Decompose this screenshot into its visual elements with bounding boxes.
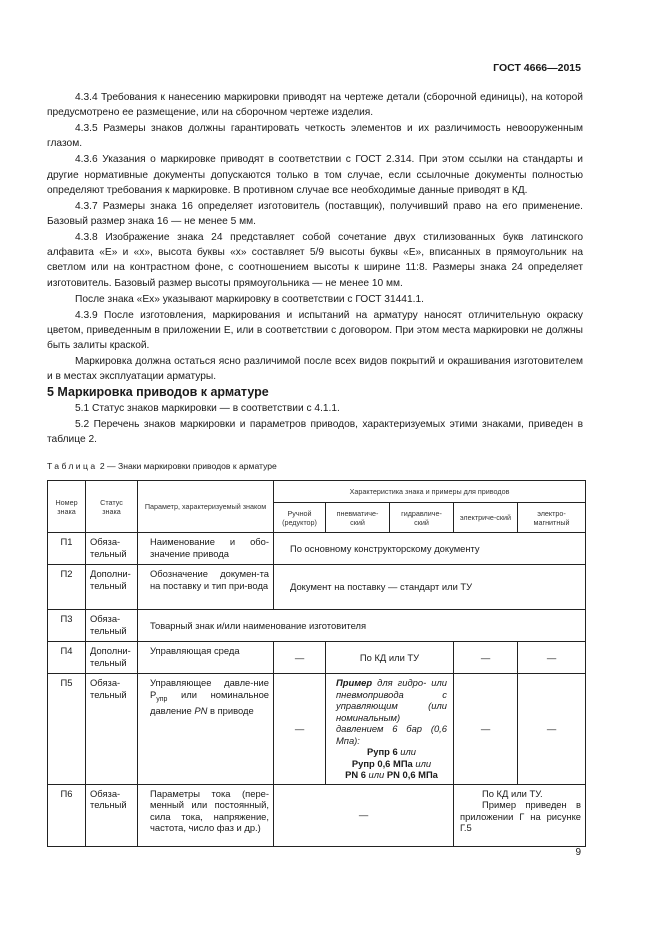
row-p5-example-label: Пример bbox=[336, 677, 373, 688]
table-row-p4 bbox=[48, 642, 586, 674]
row-p5-line1-or: или bbox=[400, 746, 416, 757]
table-row-p5 bbox=[48, 674, 586, 785]
row-p5-line2: Рупр 0,6 МПа bbox=[351, 757, 416, 769]
table-row-p3 bbox=[48, 610, 586, 642]
row-p5-line3b: PN 0,6 МПа bbox=[384, 769, 438, 780]
row-p1-param: Наименование и обо-значение привода bbox=[138, 533, 274, 565]
paragraph-4-3-7: 4.3.7 Размеры знака 16 определяет изготовитель (поставщик), получивший право на его применение. Базовый размер знака 16 — не менее 5 мм. bbox=[47, 200, 583, 228]
paragraph-5-1: 5.1 Статус знаков маркировки — в соответствии с 4.1.1. bbox=[75, 403, 340, 415]
row-p5-electric: — bbox=[454, 674, 518, 785]
row-p2-value: Документ на поставку — стандарт или ТУ bbox=[274, 565, 586, 610]
row-p5-line3-or: или bbox=[368, 769, 385, 780]
table-row-p6 bbox=[48, 784, 586, 846]
row-p2-num: П2 bbox=[48, 565, 86, 610]
row-p5-num: П5 bbox=[48, 674, 86, 785]
paragraph-4-3-6: 4.3.6 Указания о маркировке приводят в соответствии с ГОСТ 2.314. При этом ссылки на стандарты и другие нормативные документы допускаются только в том случае, если ссылочные документы полностью определяют требования к маркировке. В противном случае все необходимые данные приводят в КД. bbox=[47, 154, 583, 196]
paragraph-4-3-8: 4.3.8 Изображение знака 24 представляет собой сочетание двух стилизованных букв латинского алфавита «Е» и «х», высота буквы «х» составляет 5/9 высоты буквы «Е», вписанных в прямоугольник на светлом или на контрастном фоне, с соотношением высоты к ширине 11:8. Размеры знака 24 определяет изготовитель. Базовый размер высоты прямоугольника — не менее 10 мм. bbox=[47, 232, 583, 289]
row-p5-manual: — bbox=[274, 674, 326, 785]
row-p6-param: Параметры тока (пере-менный или постоянный, сила тока, напряжение, частота, число фаз и др.) bbox=[138, 784, 274, 846]
row-p5-line1: Рупр 6 bbox=[367, 746, 401, 757]
marking-table bbox=[47, 480, 586, 847]
header-manual: Ручной (редуктор) bbox=[274, 503, 326, 533]
table-row-p1 bbox=[48, 533, 586, 565]
paragraph-ex-marking: После знака «Ех» указывают маркировку в соответствии с ГОСТ 31441.1. bbox=[75, 293, 424, 305]
paragraph-4-3-9: 4.3.9 После изготовления, маркирования и испытаний на арматуру наносят отличительную окраску цветом, приведенным в приложении Е, или в соответствии с договором. При этом места маркировки не должны быть залиты краской. bbox=[47, 309, 583, 352]
row-p5-line3a: PN 6 bbox=[345, 769, 369, 780]
row-p5-line2-or: или bbox=[415, 757, 432, 769]
row-p5-example bbox=[326, 674, 454, 785]
header-electromagnetic: электро-магнитный bbox=[518, 503, 586, 533]
row-p5-status: Обяза-тельный bbox=[86, 674, 138, 785]
page-number: 9 bbox=[575, 847, 581, 858]
row-p4-param: Управляющая среда bbox=[138, 642, 274, 674]
header-char-group: Характеристика знака и примеры для приводов bbox=[274, 481, 586, 503]
row-p3-num: П3 bbox=[48, 610, 86, 642]
table-caption bbox=[47, 461, 277, 471]
row-p4-status: Дополни-тельный bbox=[86, 642, 138, 674]
table-row-p2 bbox=[48, 565, 586, 610]
row-p1-num: П1 bbox=[48, 533, 86, 565]
row-p4-pneu-hydro: По КД или ТУ bbox=[326, 642, 454, 674]
table-caption-label: Таблица bbox=[47, 461, 98, 471]
row-p3-value: Товарный знак и/или наименование изготовителя bbox=[138, 610, 586, 642]
body-text bbox=[47, 90, 583, 448]
row-p5-electromagnetic: — bbox=[518, 674, 586, 785]
header-electric: электриче-ский bbox=[454, 503, 518, 533]
row-p2-status: Дополни-тельный bbox=[86, 565, 138, 610]
row-p5-param-b: или номинальное давление bbox=[150, 688, 269, 716]
row-p6-status: Обяза-тельный bbox=[86, 784, 138, 846]
row-p4-electric: — bbox=[454, 642, 518, 674]
row-p6-elec-b: Пример приведен в приложении Г на рисунке Г.5 bbox=[460, 799, 582, 833]
section-title: 5 Маркировка приводов к арматуре bbox=[47, 385, 269, 400]
paragraph-marking-visibility: Маркировка должна остаться ясно различимой после всех видов покрытий и окрашивания изготовителем и в местах эксплуатации арматуры. bbox=[47, 356, 583, 383]
header-param: Параметр, характеризуемый знаком bbox=[138, 481, 274, 533]
row-p5-param bbox=[138, 674, 274, 785]
row-p6-elec-a: По КД или ТУ. bbox=[482, 787, 543, 799]
header-num: Номер знака bbox=[48, 481, 86, 533]
row-p5-param-c: в приводе bbox=[207, 704, 254, 716]
row-p1-value: По основному конструкторскому документу bbox=[274, 533, 586, 565]
row-p4-manual: — bbox=[274, 642, 326, 674]
row-p5-param-a: Управляющее давле-ние P bbox=[150, 677, 269, 700]
row-p6-electric bbox=[454, 784, 586, 846]
table-caption-text: 2 — Знаки маркировки приводов к арматуре bbox=[97, 461, 277, 471]
header-hydraulic: гидравличе-ский bbox=[390, 503, 454, 533]
row-p3-status: Обяза-тельный bbox=[86, 610, 138, 642]
row-p4-electromagnetic: — bbox=[518, 642, 586, 674]
row-p6-mid: — bbox=[274, 784, 454, 846]
row-p1-status: Обяза-тельный bbox=[86, 533, 138, 565]
paragraph-5-2: 5.2 Перечень знаков маркировки и параметров приводов, характеризуемых этими знаками, приведен в таблице 2. bbox=[47, 419, 583, 446]
header-pneumatic: пневматиче-ский bbox=[326, 503, 390, 533]
row-p5-example-text: для гидро- или пневмопривода с управляющим (или номинальным) давлением 6 бар (0,6 Мпа): bbox=[336, 677, 447, 746]
row-p4-num: П4 bbox=[48, 642, 86, 674]
header-status: Статус знака bbox=[86, 481, 138, 533]
document-code: ГОСТ 4666—2015 bbox=[493, 62, 581, 74]
row-p6-num: П6 bbox=[48, 784, 86, 846]
table-header-row bbox=[48, 481, 586, 503]
row-p5-param-sub: упр bbox=[156, 695, 168, 703]
paragraph-4-3-5: 4.3.5 Размеры знаков должны гарантировать четкость элементов и их различимость невооруженным глазом. bbox=[47, 123, 583, 150]
row-p2-param: Обозначение докумен-та на поставку и тип при-вода bbox=[138, 565, 274, 610]
row-p5-param-pn: PN bbox=[194, 704, 208, 716]
paragraph-4-3-4: 4.3.4 Требования к нанесению маркировки приводят на чертеже детали (сборочной единицы), на которой предусмотрено ее размещение, или на сборочном чертеже изделия. bbox=[47, 92, 583, 119]
